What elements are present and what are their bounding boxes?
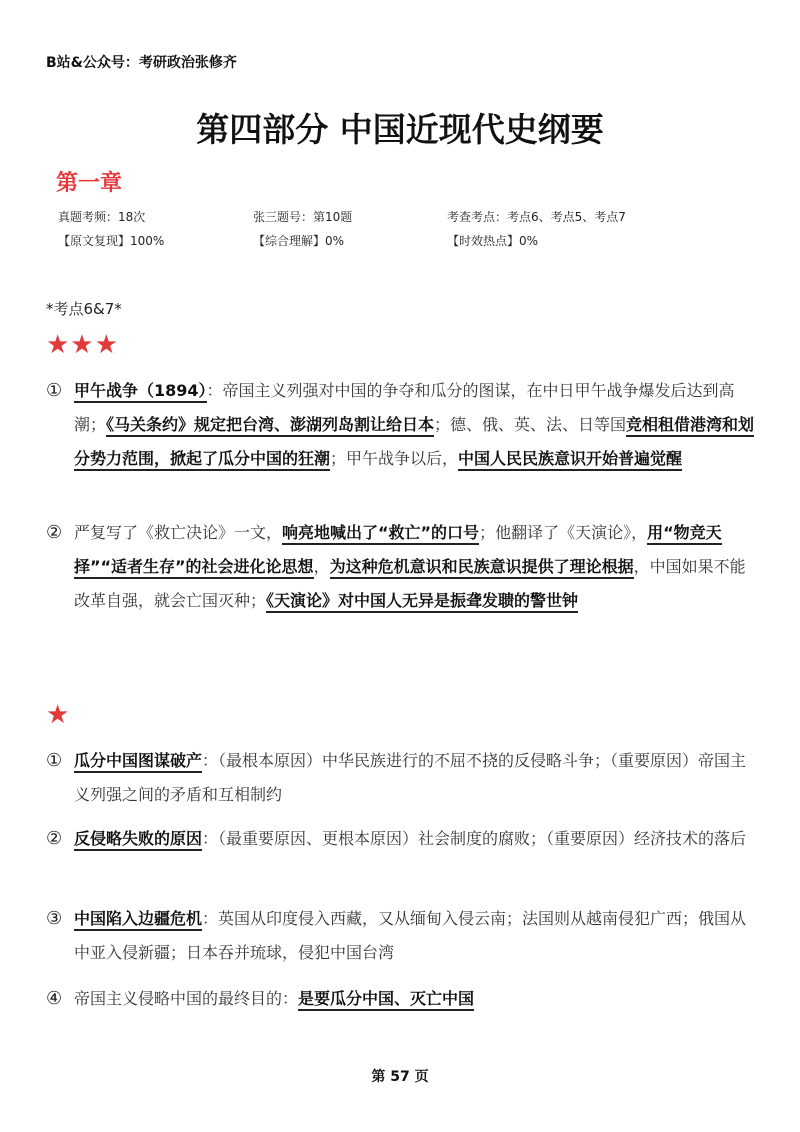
chapter-heading: 第一章 — [56, 171, 123, 196]
page-number: 第 57 页 — [371, 1069, 429, 1085]
key-point: 反侵略失败的原因 — [74, 829, 202, 851]
list-item — [46, 902, 758, 970]
list-item — [46, 374, 758, 476]
item-number: ② — [46, 522, 63, 543]
meta-question-number: 张三题号：第10题 — [253, 210, 353, 224]
meta-comprehensive: 【综合理解】0% — [253, 234, 345, 248]
key-point: 《马关条约》规定把台湾、澎湖列岛割让给日本 — [106, 415, 434, 437]
item-text: ：帝国主义列强对中国的争夺和瓜分的图谋，在中日甲午战争爆发后达到高潮； — [74, 381, 735, 434]
key-point: 响亮地喊出了“救亡”的口号 — [282, 523, 479, 545]
list-item — [46, 744, 758, 812]
key-point: 竞相租借港湾和划分势力范围，掀起了瓜分中国的狂潮 — [74, 415, 754, 471]
page-title: 第四部分 中国近现代史纲要 — [196, 110, 604, 149]
key-point: 甲午战争（1894） — [74, 381, 207, 403]
key-point: 中国人民民族意识开始普遍觉醒 — [458, 449, 682, 471]
exam-point-tag: *考点6&7* — [46, 300, 122, 318]
item-text: ；德、俄、英、法、日等国 — [434, 415, 627, 434]
meta-frequency: 真题考频：18次 — [58, 210, 146, 224]
item-number: ③ — [46, 908, 63, 929]
item-text: ：（最重要原因、更根本原因）社会制度的腐败；（重要原因）经济技术的落后 — [202, 829, 747, 848]
item-number: ④ — [46, 988, 63, 1009]
item-number: ① — [46, 380, 63, 401]
meta-original: 【原文复现】100% — [58, 234, 165, 248]
item-text: ：英国从印度侵入西藏，又从缅甸入侵云南；法国则从越南侵犯广西；俄国从中亚入侵新疆；日本吞并琉球，侵犯中国台湾 — [74, 909, 747, 962]
item-number: ② — [46, 828, 63, 849]
item-text: ：（最根本原因）中华民族进行的不屈不挠的反侵略斗争；（重要原因）帝国主义列强之间的矛盾和互相制约 — [74, 751, 747, 804]
meta-hot: 【时效热点】0% — [447, 234, 539, 248]
list-item — [46, 822, 758, 856]
item-number: ① — [46, 750, 63, 771]
meta-points: 考查考点：考点6、考点5、考点7 — [447, 210, 626, 224]
item-text: 帝国主义侵略中国的最终目的： — [74, 989, 299, 1008]
item-text: ，中国如果不能改革自强，就会亡国灭种； — [74, 557, 746, 610]
key-point: 是要瓜分中国、灭亡中国 — [298, 989, 474, 1011]
list-item — [46, 516, 758, 618]
item-text: ；甲午战争以后， — [330, 449, 459, 468]
item-text: ， — [313, 557, 330, 576]
header-brand: B站&公众号：考研政治张修齐 — [46, 55, 237, 71]
item-text: 严复写了《救亡决论》一文， — [74, 523, 283, 542]
key-point: 瓜分中国图谋破产 — [74, 751, 202, 773]
star-rating-one: ★ — [46, 700, 71, 730]
item-text: ；他翻译了《天演论》， — [479, 523, 648, 542]
star-rating-three: ★★★ — [46, 330, 119, 360]
key-point: 用“物竞天择”“适者生存”的社会进化论思想 — [74, 523, 722, 579]
list-item — [46, 982, 758, 1016]
key-point: 中国陷入边疆危机 — [74, 909, 202, 931]
key-point: 《天演论》对中国人无异是振聋发聩的警世钟 — [266, 591, 578, 613]
key-point: 为这种危机意识和民族意识提供了理论根据 — [330, 557, 634, 579]
